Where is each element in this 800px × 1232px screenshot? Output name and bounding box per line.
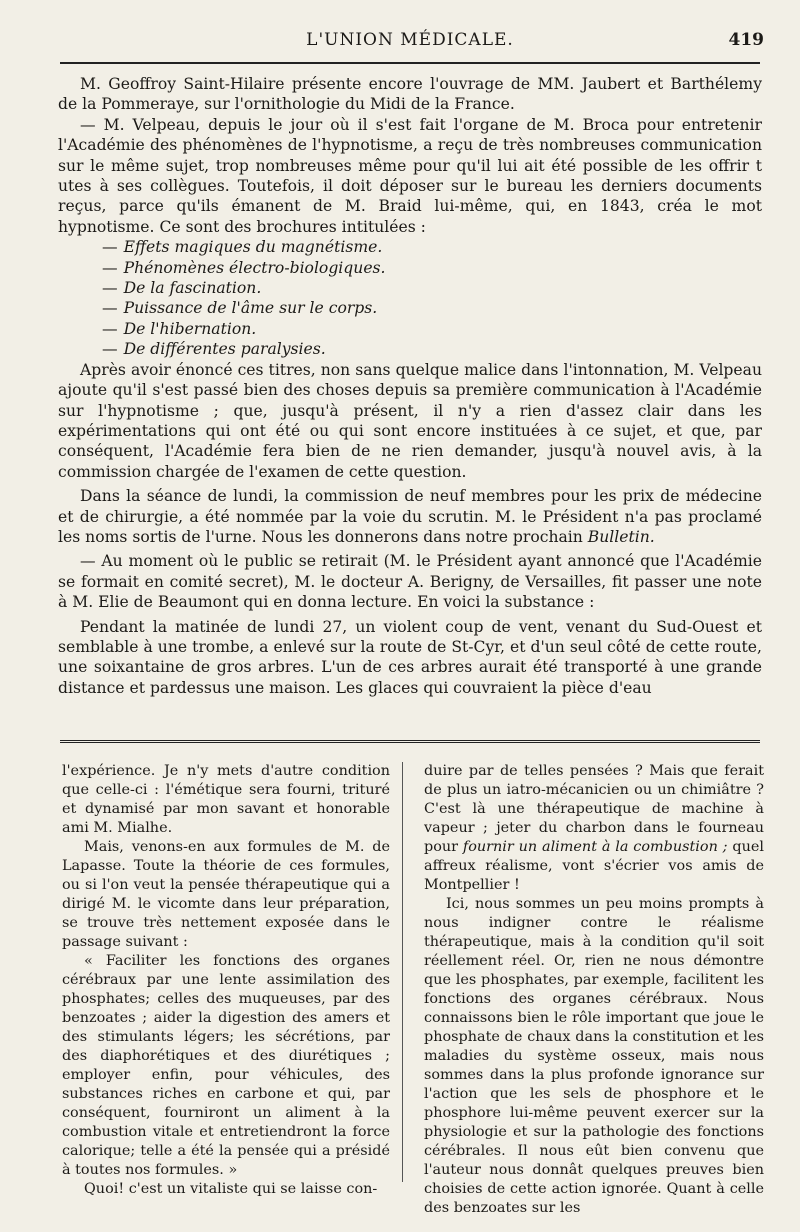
- paragraph: l'expérience. Je n'y mets d'autre condition que celle-ci : l'émétique sera fourni, trituré et dynamisé par mon savant et honorable ami M. Mialhe.: [62, 763, 390, 836]
- paragraph: duire par de telles pensées ? Mais que ferait de plus un iatro-mécanicien ou un chimiâtre ? C'est là une thérapeutique de machine à vapeur ; jeter du charbon dans le fourneau pour fournir un aliment à la combustion ; quel affreux réalisme, vont s'écrier vos amis de Montpellier !: [424, 763, 764, 893]
- header-rule: [60, 62, 760, 64]
- section-divider: [60, 740, 760, 745]
- paragraph-storm: Pendant la matinée de lundi 27, un violent coup de vent, venant du Sud-Ouest et semblable à une trombe, a enlevé sur la route de St-Cyr, et d'un seul côté de cette route, une soixantaine de gros arbres. L'un de ces arbres aurait été transporté à une grande distance et pardessus une maison. Les glaces qui couvraient la pièce d'eau: [58, 617, 762, 697]
- page-header: [60, 30, 764, 56]
- feuilleton-right-column: [424, 762, 764, 1218]
- feuilleton-left-column: [62, 762, 390, 1199]
- paragraph-geoffroy: M. Geoffroy Saint-Hilaire présente encore l'ouvrage de MM. Jaubert et Barthélemy de la Pommeraye, sur l'ornithologie du Midi de la France.: [58, 75, 762, 114]
- paragraph: Ici, nous sommes un peu moins prompts à nous indigner contre le réalisme thérapeutique, mais à la condition qu'il soit réellement réel. Or, rien ne nous démontre que les phosphates, par exemple, facilitent les fonctions des organes cérébraux. Nous connaissons bien le rôle important que joue le phosphate de chaux dans la constitution et les maladies du système osseux, mais nous sommes dans la plus profonde ignorance sur l'action que les sels de phosphore et le phosphore lui-même peuvent exercer sur la physiologie et sur la pathologie des fonctions cérébrales. Il nous eût bien convenu que l'auteur nous donnât quelques preuves bien choisies de cette action ignorée. Quant à celle des benzoates sur les: [424, 896, 764, 1216]
- main-article: [58, 74, 762, 698]
- paragraph-velpeau: — M. Velpeau, depuis le jour où il s'est fait l'organe de M. Broca pour entretenir l'Académie des phénomènes de l'hypnotisme, a reçu de très nombreuses communication sur le même sujet, trop nombreuses même pour qu'il lui ait été possible de les offrir t utes à ses collègues. Toutefois, il doit déposer sur le bureau les derniers documents reçus, parce qu'ils émanent de M. Braid lui-même, qui, en 1843, créa le mot hypnotisme. Ce sont des brochures intitulées :: [58, 115, 762, 236]
- paragraph: Quoi! c'est un vitaliste qui se laisse con-: [84, 1181, 378, 1197]
- list-item: — Puissance de l'âme sur le corps.: [102, 299, 378, 318]
- paragraph-berigny: — Au moment où le public se retirait (M. le Président ayant annoncé que l'Académie se formait en comité secret), M. le docteur A. Berigny, de Versailles, fit passer une note à M. Elie de Beaumont qui en donna lecture. En voici la substance :: [58, 552, 762, 612]
- column-divider: [402, 762, 403, 1182]
- brochure-list: [58, 237, 762, 359]
- paragraph-commission: Dans la séance de lundi, la commission de neuf membres pour les prix de médecine et de chirurgie, a été nommée par la voie du scrutin. M. le Président n'a pas proclamé les noms sortis de l'urne. Nous les donnerons dans notre prochain Bulletin.: [58, 487, 762, 546]
- journal-title: L'UNION MÉDICALE.: [306, 30, 514, 50]
- page-number: 419: [728, 30, 764, 50]
- quotation: « Faciliter les fonctions des organes cérébraux par une lente assimilation des phosphates; celles des muqueuses, par des benzoates ; aider la digestion des amers et des stimulants légers; les sécrétions, par des diaphorétiques et des diurétiques ; employer enfin, pour véhicules, des substances riches en carbone et qui, par conséquent, fourniront un aliment à la combustion vitale et entretiendront la force calorique; telle a été la pensée qui a présidé à toutes nos formules. »: [62, 953, 390, 1178]
- paragraph: Mais, venons-en aux formules de M. de Lapasse. Toute la théorie de ces formules, ou si l'on veut la pensée thérapeutique qui a dirigé M. le vicomte dans leur préparation, se trouve très nettement exposée dans le passage suivant :: [62, 839, 390, 950]
- list-item: — Phénomènes électro-biologiques.: [102, 258, 386, 277]
- list-item: — De l'hibernation.: [102, 319, 257, 338]
- list-item: — De la fascination.: [102, 279, 262, 298]
- list-item: — De différentes paralysies.: [102, 340, 326, 359]
- list-item: — Effets magiques du magnétisme.: [102, 238, 383, 257]
- paragraph-titles: Après avoir énoncé ces titres, non sans quelque malice dans l'intonnation, M. Velpeau ajoute qu'il s'est passé bien des choses depuis sa première communication à l'Académie sur l'hypnotisme ; que, jusqu'à présent, il n'y a rien d'assez clair dans les expérimentations qui ont été ou qui sont encore instituées à ce sujet, et que, par conséquent, l'Académie fera bien de ne rien demander, jusqu'à nouvel avis, à la commission chargée de l'examen de cette question.: [58, 360, 762, 481]
